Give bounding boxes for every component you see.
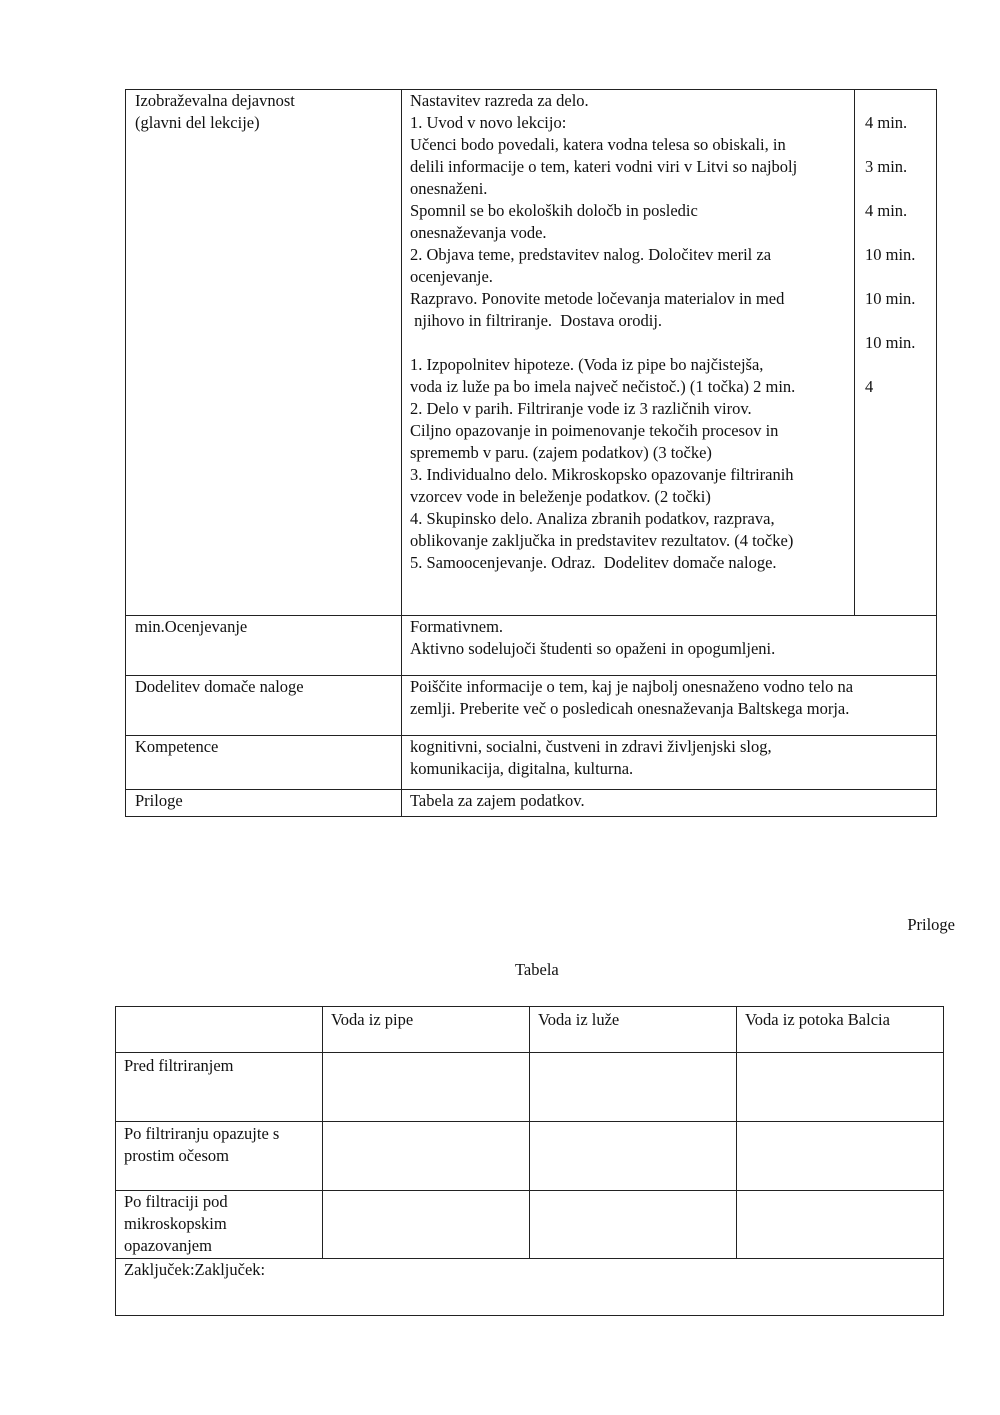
empty-cell[interactable] xyxy=(323,1053,530,1122)
content-line: 4. Skupinsko delo. Analiza zbranih podatkov, razprava, xyxy=(410,509,775,528)
data-collection-table xyxy=(115,1006,944,1316)
time-line xyxy=(865,90,928,112)
time-line: 4 min. xyxy=(865,113,908,132)
time-line: 10 min. xyxy=(865,245,916,264)
content-line: voda iz luže pa bo imela največ nečistoč.) (1 točka) 2 min. xyxy=(410,377,796,396)
time-line xyxy=(865,134,928,156)
time-line xyxy=(865,266,928,288)
row-label xyxy=(116,1191,323,1259)
attachments-label: Priloge xyxy=(126,790,402,817)
content-line: ocenjevanje. xyxy=(410,267,493,286)
content-line: Učenci bodo povedali, katera vodna telesa so obiskali, in xyxy=(410,135,786,154)
main-activity-label-line: Izobraževalna dejavnost xyxy=(135,91,295,110)
annex-heading: Priloge xyxy=(907,915,955,934)
time-line xyxy=(865,222,928,244)
content-line: 2. Objava teme, predstavitev nalog. Določitev meril za xyxy=(410,245,772,264)
empty-cell[interactable] xyxy=(323,1122,530,1191)
assessment-row xyxy=(126,616,937,676)
empty-cell[interactable] xyxy=(737,1122,944,1191)
homework-line: zemlji. Preberite več o posledicah onesnaževanja Baltskega morja. xyxy=(410,699,850,718)
empty-cell[interactable] xyxy=(530,1191,737,1259)
content-line: oblikovanje zaključka in predstavitev rezultatov. (4 točke) xyxy=(410,531,794,550)
row-label xyxy=(116,1122,323,1191)
time-line: 10 min. xyxy=(865,333,916,352)
row-label-line: prostim očesom xyxy=(124,1146,229,1165)
row-label-line: Po filtriranju opazujte s xyxy=(124,1124,280,1143)
row-label-line: Pred filtriranjem xyxy=(124,1056,234,1075)
table-row xyxy=(116,1053,944,1122)
content-line: 3. Individualno delo. Mikroskopsko opazovanje filtriranih xyxy=(410,465,794,484)
homework-value xyxy=(402,676,937,736)
competences-line: komunikacija, digitalna, kulturna. xyxy=(410,759,634,778)
table-title: Tabela xyxy=(515,960,559,979)
time-column xyxy=(855,90,937,616)
header-cell: Voda iz pipe xyxy=(323,1007,530,1053)
assessment-value xyxy=(402,616,937,676)
main-activity-row xyxy=(126,90,937,616)
attachments-value: Tabela za zajem podatkov. xyxy=(402,790,937,817)
content-line xyxy=(410,332,846,354)
empty-cell[interactable] xyxy=(530,1053,737,1122)
content-line: Nastavitev razreda za delo. xyxy=(410,91,589,110)
competences-line: kognitivni, socialni, čustveni in zdravi življenjski slog, xyxy=(410,737,772,756)
time-line: 4 min. xyxy=(865,201,908,220)
empty-cell[interactable] xyxy=(737,1191,944,1259)
table-row xyxy=(116,1191,944,1259)
table-header-row xyxy=(116,1007,944,1053)
empty-cell[interactable] xyxy=(323,1191,530,1259)
competences-row xyxy=(126,736,937,790)
content-line: 1. Izpopolnitev hipoteze. (Voda iz pipe bo najčistejša, xyxy=(410,355,764,374)
homework-line: Poiščite informacije o tem, kaj je najbolj onesnaženo vodno telo na xyxy=(410,677,854,696)
row-label-line: Po filtraciji pod xyxy=(124,1192,228,1211)
content-line: Spomnil se bo ekoloških določb in posledic xyxy=(410,201,698,220)
content-line: njihovo in filtriranje. Dostava orodij. xyxy=(410,311,663,330)
competences-label: Kompetence xyxy=(126,736,402,790)
row-label xyxy=(116,1053,323,1122)
time-line: 10 min. xyxy=(865,289,916,308)
row-label-line: opazovanjem xyxy=(124,1236,212,1255)
lesson-plan-table xyxy=(125,89,937,817)
time-line xyxy=(865,310,928,332)
attachments-row xyxy=(126,790,937,817)
competences-value xyxy=(402,736,937,790)
time-line: 3 min. xyxy=(865,157,908,176)
header-cell xyxy=(116,1007,323,1053)
header-cell: Voda iz luže xyxy=(530,1007,737,1053)
content-line: 5. Samoocenjevanje. Odraz. Dodelitev domače naloge. xyxy=(410,553,777,572)
conclusion-cell[interactable]: Zaključek:Zaključek: xyxy=(116,1259,944,1316)
content-line: Razpravo. Ponovite metode ločevanja materialov in med xyxy=(410,289,785,308)
main-activity-content xyxy=(402,90,855,616)
content-line: vzorcev vode in beleženje podatkov. (2 točki) xyxy=(410,487,711,506)
content-line: delili informacije o tem, kateri vodni viri v Litvi so najbolj xyxy=(410,157,798,176)
table-row xyxy=(116,1122,944,1191)
conclusion-row xyxy=(116,1259,944,1316)
main-activity-label-line: (glavni del lekcije) xyxy=(135,113,260,132)
content-line: sprememb v paru. (zajem podatkov) (3 točke) xyxy=(410,443,712,462)
assessment-label: min.Ocenjevanje xyxy=(126,616,402,676)
homework-row xyxy=(126,676,937,736)
content-line: onesnaževanja vode. xyxy=(410,223,547,242)
main-activity-label xyxy=(126,90,402,616)
content-line: onesnaženi. xyxy=(410,179,488,198)
empty-cell[interactable] xyxy=(530,1122,737,1191)
empty-cell[interactable] xyxy=(737,1053,944,1122)
content-line: 2. Delo v parih. Filtriranje vode iz 3 različnih virov. xyxy=(410,399,752,418)
assessment-line: Aktivno sodelujoči študenti so opaženi in opogumljeni. xyxy=(410,639,776,658)
assessment-line: Formativnem. xyxy=(410,617,504,636)
time-line xyxy=(865,354,928,376)
header-cell: Voda iz potoka Balcia xyxy=(737,1007,944,1053)
content-line: 1. Uvod v novo lekcijo: xyxy=(410,113,567,132)
row-label-line: mikroskopskim xyxy=(124,1214,227,1233)
time-line: 4 xyxy=(865,377,874,396)
content-line: Ciljno opazovanje in poimenovanje tekočih procesov in xyxy=(410,421,779,440)
homework-label: Dodelitev domače naloge xyxy=(126,676,402,736)
time-line xyxy=(865,178,928,200)
